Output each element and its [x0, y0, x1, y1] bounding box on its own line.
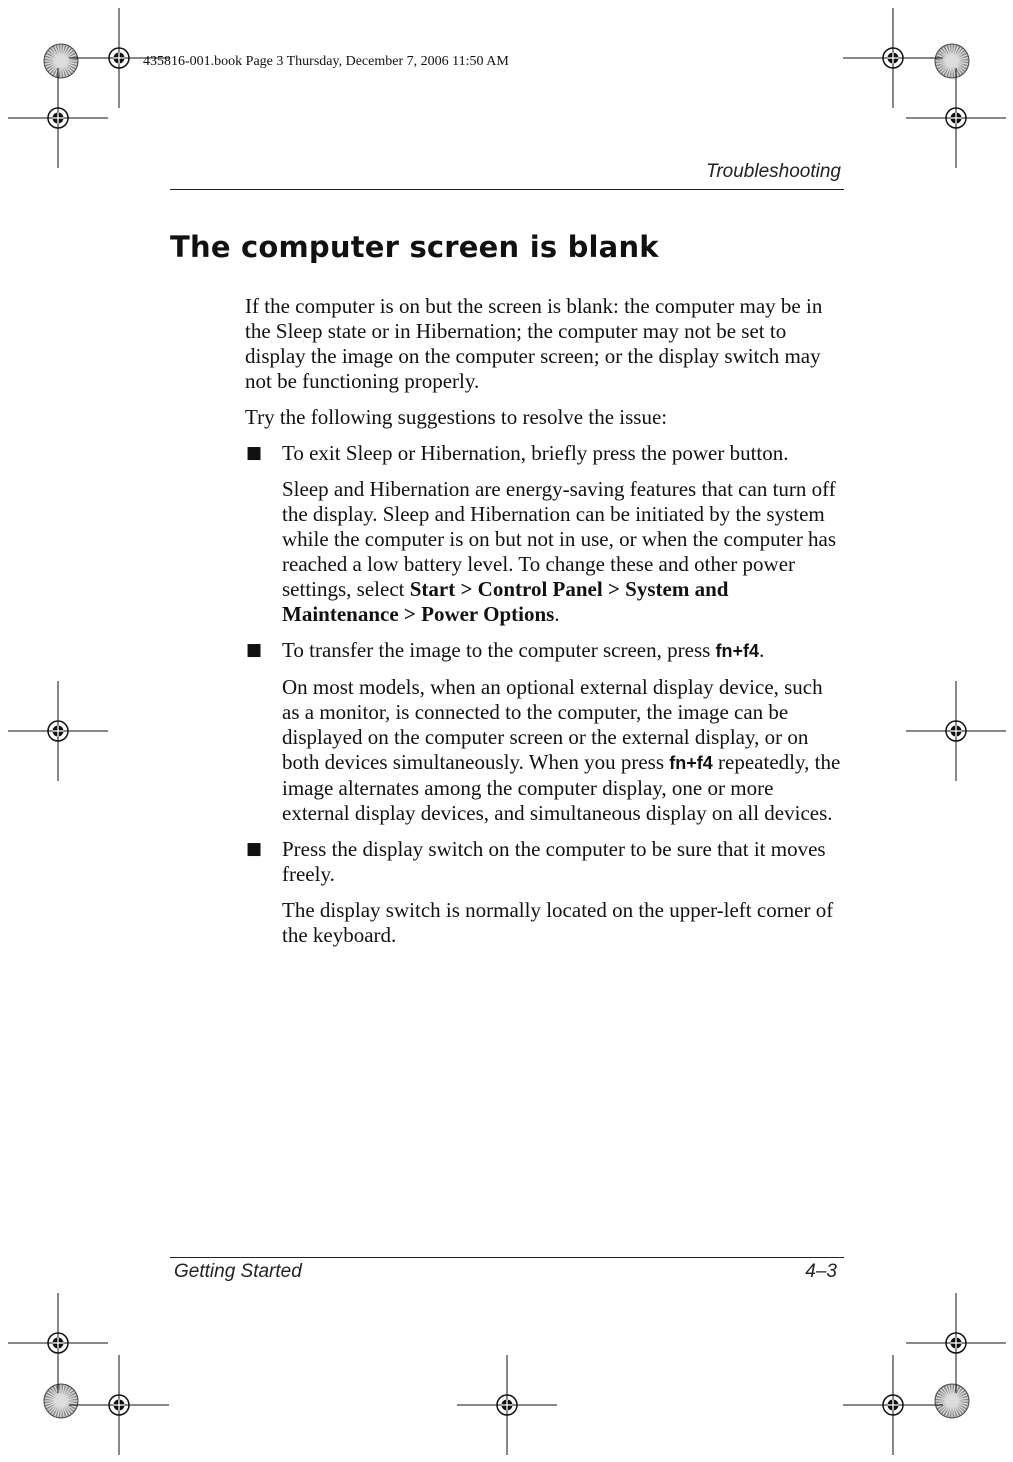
key-combo: fn+f4 — [669, 753, 713, 773]
page-number: 4–3 — [805, 1261, 837, 1282]
sunburst-mark-tr — [935, 44, 969, 78]
list-item-text: Press the display switch on the computer to be sure that it moves freely. — [282, 837, 826, 886]
list-item-detail: On most models, when an optional external display device, such as a monitor, is connected to the computer, the image can be displayed on the computer screen or the external display, or on both devices simultaneously. When you press fn+f4 repeatedly, the image alternates among the computer display, one or more external display devices, and simultaneous display on all devices. — [282, 675, 841, 825]
list-item: ■ To transfer the image to the computer screen, press fn+f4. — [246, 638, 765, 662]
registration-mark-top-right — [843, 8, 943, 108]
registration-mark-left-upper — [8, 68, 108, 168]
menu-path: Start > Control Panel > System and Maintenance > Power Options — [282, 577, 729, 626]
list-item-detail: The display switch is normally located on the upper-left corner of the keyboard. — [282, 898, 834, 947]
footer-rule — [170, 1257, 844, 1258]
registration-mark-right-lower — [906, 1293, 1006, 1393]
print-stamp: 435816-001.book Page 3 Thursday, December 7, 2006 11:50 AM — [143, 54, 509, 69]
registration-mark-right-upper — [906, 68, 1006, 168]
registration-mark-bottom-left — [69, 1355, 169, 1455]
running-head: Troubleshooting — [706, 161, 841, 182]
bullet-square-icon: ■ — [246, 640, 263, 660]
sunburst-mark-bl — [44, 1384, 78, 1418]
registration-mark-bottom-center — [457, 1355, 557, 1455]
list-item-text: To exit Sleep or Hibernation, briefly press the power button. — [282, 441, 789, 465]
section-body — [245, 294, 845, 959]
lead-paragraph: Try the following suggestions to resolve the issue: — [245, 405, 668, 429]
registration-mark-bottom-right — [843, 1355, 943, 1455]
registration-mark-left-middle — [8, 681, 108, 781]
list-item-detail: Sleep and Hibernation are energy-saving features that can turn off the display. Sleep and Hibernation can be initiated by the system while the computer is on but not in use, or when the computer has reached a low battery level. To change these and other power settings, select Start > Control Panel > System and Maintenance > Power Options. — [282, 477, 837, 626]
list-item — [245, 441, 845, 466]
list-item — [245, 837, 845, 887]
sunburst-mark-br — [935, 1384, 969, 1418]
bullet-square-icon: ■ — [246, 443, 263, 463]
bullet-square-icon: ■ — [246, 839, 263, 859]
section-title: The computer screen is blank — [170, 230, 659, 264]
registration-mark-left-lower — [8, 1293, 108, 1393]
sunburst-mark-tl — [44, 44, 78, 78]
intro-paragraph: If the computer is on but the screen is blank: the computer may be in the Sleep state or in Hibernation; the computer may not be set to display the image on the computer screen; or the display switch may not be functioning properly. — [245, 294, 823, 393]
registration-mark-right-middle — [906, 681, 1006, 781]
footer-book-title: Getting Started — [174, 1261, 302, 1282]
header-rule — [170, 189, 844, 190]
key-combo: fn+f4 — [715, 641, 760, 661]
